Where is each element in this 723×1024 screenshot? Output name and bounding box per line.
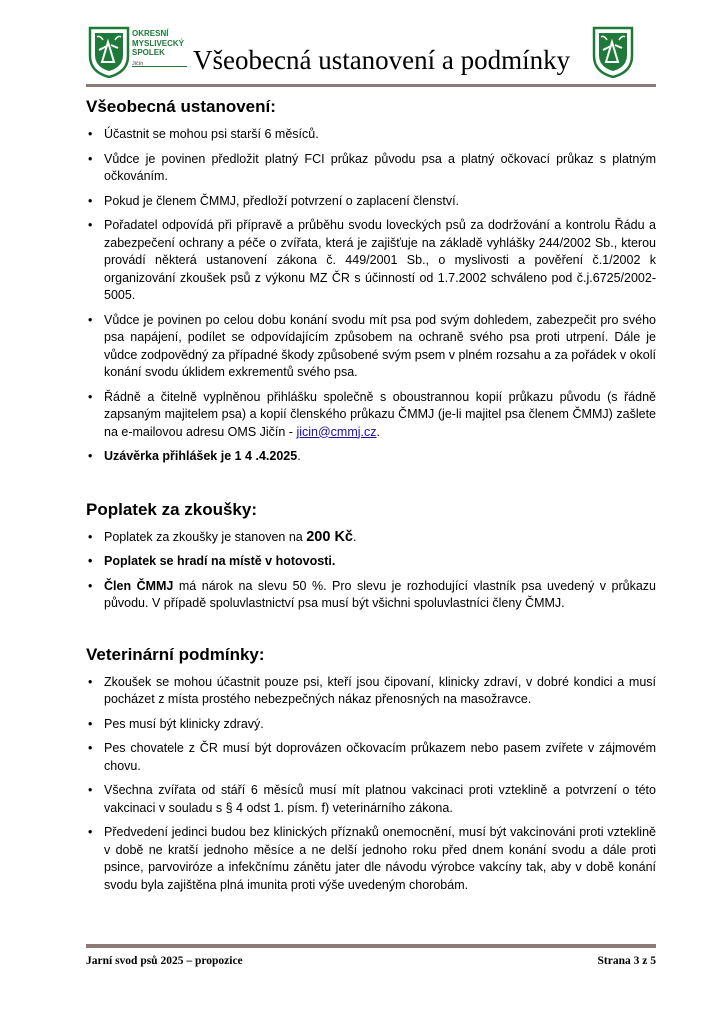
org-divider	[132, 66, 187, 67]
footer-doc-name: Jarní svod psů 2025 – propozice	[86, 955, 243, 967]
page-title: Všeobecná ustanovení a podmínky	[193, 45, 571, 75]
discount-text: má nárok na slevu 50 %. Pro slevu je rozhodující vlastník psa uvedený v průkazu původu. V případě spoluvlastnictví psa musí být všichni spoluvlastníci členy ČMMJ.	[104, 578, 656, 610]
club-logo-left	[88, 26, 130, 78]
section-heading-veterinary: Veterinární podmínky:	[86, 644, 265, 664]
fee-list	[86, 529, 656, 613]
list-item: • Pořadatel odpovídá při přípravě a průběhu svodu loveckých psů za dodržování a kontrolu Řádu a zabezpečení ochrany a péče o zvířata, která je zajišťuje na základě vyhlášky 244/2002 Sb., kterou provádí některá ustanovení zákona č. 449/2001 Sb., o myslivosti a pověření č.1/2002 k organizování zkoušek psů z výkonu MZ ČR s účinností od 1.7.2002 schváleno pod č.j.6725/2002-5005.	[86, 217, 656, 305]
list-item: • Zkoušek se mohou účastnit pouze psi, kteří jsou čipovaní, klinicky zdraví, v dobré kondici a musí pocházet z místa prostého nebezpečných nákaz přenosných na masožravce.	[86, 674, 656, 709]
list-item: • Vůdce je povinen po celou dobu konání svodu mít psa pod svým dohledem, zabezpečit pro svého psa napájení, podílet se odpovídajícím způsobem na ochraně svého psa proti utrpení. Dále je vůdce zodpovědný za případné škody způsobené svým psem v plném rozsahu a za pořádek v okolí konání svodu úklidem exkrementů svého psa.	[86, 312, 656, 382]
list-item-fee	[86, 529, 656, 547]
header-divider	[86, 84, 656, 87]
list-item: • Vůdce je povinen předložit platný FCI průkaz původu psa a platný očkovací průkaz s platným očkováním.	[86, 151, 656, 186]
discount-member: Člen ČMMJ	[104, 578, 174, 593]
page-number: Strana 3 z 5	[597, 955, 656, 967]
application-text: Řádně a čitelně vyplněnou přihlášku společně s oboustrannou kopií průkazu původu (s řádně zapsaným majitelem psa) a kopií členského průkazu ČMMJ (je-li majitel psa členem ČMMJ) zašlete na e-mailovou adresu OMS Jičín -	[104, 389, 656, 439]
application-end: .	[376, 424, 380, 439]
list-item: • Pes chovatele z ČR musí být doprovázen očkovacím průkazem nebo pasem zvířete v zájmovém chovu.	[86, 740, 656, 775]
list-item: • Účastnit se mohou psi starší 6 měsíců.	[86, 126, 656, 144]
org-city: Jičín	[132, 60, 144, 67]
org-line-3: SPOLEK	[132, 48, 165, 57]
deadline-end: .	[297, 449, 301, 463]
email-link[interactable]: jicin@cmmj.cz	[296, 424, 377, 439]
list-item-paid-on-site: • Poplatek se hradí na místě v hotovosti.	[86, 553, 656, 571]
deadline-label: Uzávěrka přihlášek je 1 4 .4.2025	[104, 449, 298, 463]
general-list	[86, 126, 656, 466]
org-name	[132, 29, 184, 69]
list-item: • Všechna zvířata od stáří 6 měsíců musí mít platnou vakcinaci proti vzteklině a potvrzení o této vakcinaci v souladu s § 4 odst 1. písm. f) veterinárního zákona.	[86, 782, 656, 817]
list-item: • Předvedení jedinci budou bez klinických příznaků onemocnění, musí být vakcinováni proti vzteklině v době ne kratší jednoho měsíce a ne delší jednoho roku před dnem konání svodu a dále proti psince, parvoviróze a infekčnímu zánětu jater dle návodu výrobce vakcíny tak, aby v době konání svodu byla zajištěna plná imunita proti výše uvedeným chorobám.	[86, 824, 656, 894]
document-body	[86, 96, 656, 901]
org-line-1: OKRESNÍ	[132, 29, 169, 38]
footer-divider	[86, 944, 656, 948]
list-item: • Pokud je členem ČMMJ, předloží potvrzení o zaplacení členství.	[86, 193, 656, 211]
list-item-deadline	[86, 448, 656, 466]
section-heading-general: Všeobecná ustanovení:	[86, 97, 276, 116]
fee-text: Poplatek za zkoušky je stanoven na	[104, 529, 307, 544]
list-item: • Pes musí být klinicky zdravý.	[86, 716, 656, 734]
section-heading-fee: Poplatek za zkoušky:	[86, 499, 258, 519]
fee-end: .	[352, 529, 357, 544]
fee-amount: 200 Kč	[306, 528, 353, 545]
list-item-discount	[86, 578, 656, 613]
veterinary-list	[86, 674, 656, 895]
org-line-2: MYSLIVECKÝ	[132, 38, 185, 48]
list-item-application	[86, 389, 656, 442]
club-logo-right	[592, 26, 634, 78]
